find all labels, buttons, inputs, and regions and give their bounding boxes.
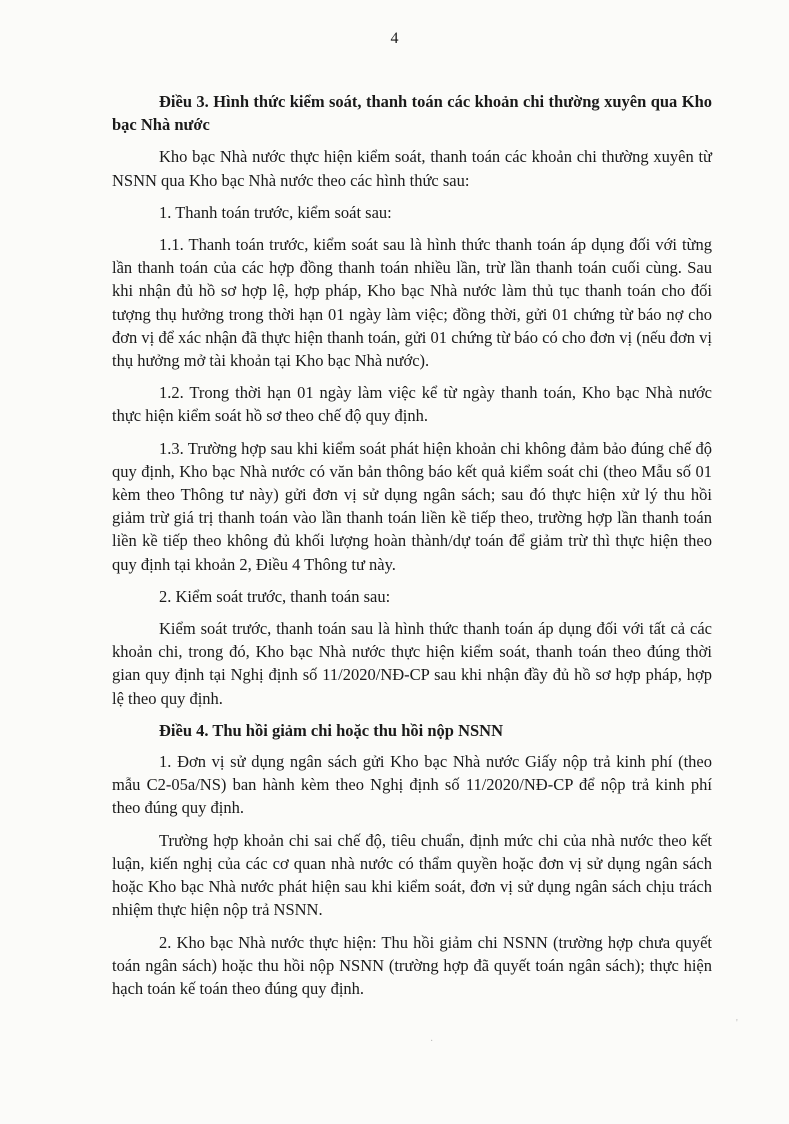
article-4-clause-2: 2. Kho bạc Nhà nước thực hiện: Thu hồi giảm chi NSNN (trường hợp chưa quyết toán ngân sách) hoặc thu hồi nộp NSNN (trường hợp đã quyết toán ngân sách); thực hiện hạch toán kế toán theo đúng quy định. (112, 932, 712, 998)
scan-speck: ' (736, 1018, 738, 1029)
scan-speck: · (430, 1036, 434, 1047)
page-number: 4 (390, 30, 399, 47)
clause-2-body: Kiểm soát trước, thanh toán sau là hình thức thanh toán áp dụng đối với tất cả các khoản chi, trong đó, Kho bạc Nhà nước thực hiện kiểm soát, thanh toán theo đúng thời gian quy định tại Nghị định số 11/2020/NĐ-CP sau khi nhận đầy đủ hồ sơ hợp pháp, hợp lệ theo quy định. (112, 619, 712, 708)
document-body (112, 90, 712, 1009)
clause-1-3: 1.3. Trường hợp sau khi kiểm soát phát hiện khoản chi không đảm bảo đúng chế độ quy định, Kho bạc Nhà nước có văn bản thông báo kết quả kiểm soát chi (theo Mẫu số 01 kèm theo Thông tư này) gửi đơn vị sử dụng ngân sách; sau đó thực hiện xử lý thu hồi giảm trừ giá trị thanh toán vào lần thanh toán liền kề tiếp theo, trường hợp lần thanh toán liền kề tiếp theo không đủ khối lượng hoàn thành/dự toán để giảm trừ thì thực hiện theo quy định tại khoản 2, Điều 4 Thông tư này. (112, 438, 712, 574)
article-4-clause-1: 1. Đơn vị sử dụng ngân sách gửi Kho bạc Nhà nước Giấy nộp trả kinh phí (theo mẫu C2-05a/NS) ban hành kèm theo Nghị định số 11/2020/NĐ-CP để nộp trả kinh phí theo đúng quy định. (112, 752, 712, 818)
clause-1-title: 1. Thanh toán trước, kiểm soát sau: (159, 202, 392, 222)
article-4-clause-1-case: Trường hợp khoản chi sai chế độ, tiêu chuẩn, định mức chi của nhà nước theo kết luận, kiến nghị của các cơ quan nhà nước có thẩm quyền hoặc đơn vị sử dụng ngân sách hoặc Kho bạc Nhà nước phát hiện sau khi kiểm soát, đơn vị sử dụng ngân sách chịu trách nhiệm thực hiện nộp trả NSNN. (112, 830, 712, 920)
clause-1-2: 1.2. Trong thời hạn 01 ngày làm việc kể từ ngày thanh toán, Kho bạc Nhà nước thực hiện kiểm soát hồ sơ theo chế độ quy định. (112, 383, 712, 426)
article-3-intro: Kho bạc Nhà nước thực hiện kiểm soát, thanh toán các khoản chi thường xuyên từ NSNN qua Kho bạc Nhà nước theo các hình thức sau: (112, 147, 712, 190)
article-4-heading: Điều 4. Thu hồi giảm chi hoặc thu hồi nộp NSNN (159, 720, 503, 740)
article-3-heading: Điều 3. Hình thức kiểm soát, thanh toán các khoản chi thường xuyên qua Kho bạc Nhà nước (112, 92, 712, 135)
clause-1-1: 1.1. Thanh toán trước, kiểm soát sau là hình thức thanh toán áp dụng đối với từng lần thanh toán của các hợp đồng thanh toán nhiều lần, trừ lần thanh toán cuối cùng. Sau khi nhận đủ hồ sơ hợp lệ, hợp pháp, Kho bạc Nhà nước làm thủ tục thanh toán cho đối tượng thụ hưởng trong thời hạn 01 ngày làm việc; đồng thời, gửi 01 chứng từ báo nợ cho đơn vị để xác nhận đã thực hiện thanh toán, gửi 01 chứng từ báo có cho đơn vị (nếu đơn vị thụ hưởng mở tài khoản tại Kho bạc Nhà nước). (112, 235, 712, 371)
clause-2-title: 2. Kiểm soát trước, thanh toán sau: (159, 586, 391, 606)
